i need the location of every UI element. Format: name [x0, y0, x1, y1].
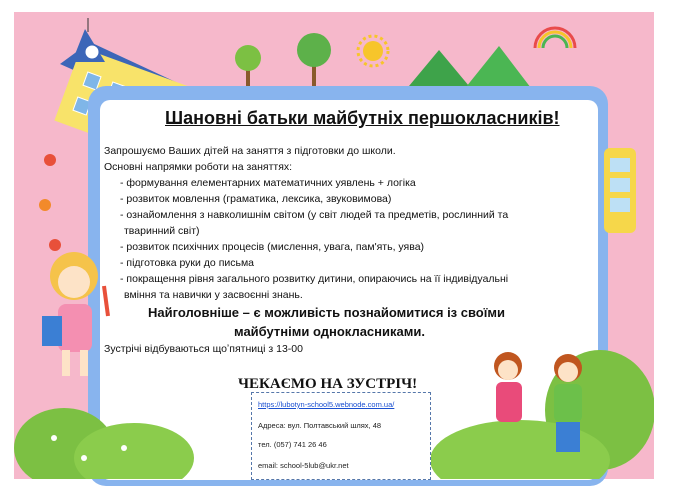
sun-icon [356, 34, 390, 68]
contact-box [251, 392, 431, 480]
rainbow-icon [530, 24, 580, 50]
website-link[interactable]: https://lubotyn-school5.webnode.com.ua/ [258, 400, 395, 409]
phone-text: тел. (057) 741 26 46 [258, 440, 327, 449]
bullet-item-continuation: вміння та навички у засвоєнні знань. [124, 289, 303, 301]
bus-illustration [600, 148, 640, 238]
schedule-text: Зустрічі відбуваються щоʼпятниці з 13-00 [104, 343, 303, 355]
bullet-item: - ознайомлення з навколишнім світом (у світ людей та предметів, рослинний та [120, 209, 509, 221]
girl-with-pencil-illustration [34, 246, 118, 386]
directions-heading: Основні напрямки роботи на заняттях: [104, 161, 293, 173]
bullet-item: - підготовка руки до письма [120, 257, 255, 269]
page-title: Шановні батьки майбутніх першокласників! [165, 108, 560, 128]
bullet-item [120, 193, 391, 205]
highlight-line-2: майбутніми однокласниками. [234, 324, 425, 339]
bullet-text: - розвиток мовлення (граматика, лексика, звуковимова) [120, 193, 392, 205]
address-text: Адреса: вул. Полтавський шлях, 48 [258, 421, 382, 430]
highlight-line-1: Найголовніше – є можливість познайомитися із своїми [148, 305, 506, 320]
green-bush-left-illustration [14, 388, 204, 479]
email-text: email: school-5lub@ukr.net [258, 461, 349, 470]
intro-text: Запрошуємо Ваших дітей на заняття з підготовки до школи. [104, 145, 396, 157]
closing-heading: ЧЕКАЄМО НА ЗУСТРІЧ! [238, 376, 418, 392]
bullet-item: - формування елементарних математичних уявлень + логіка [120, 177, 416, 189]
bullet-item: - розвиток психічних процесів (мислення, увага, пам'ять, уява) [120, 241, 425, 253]
bullet-item-continuation: тваринний світ) [124, 225, 200, 237]
mountains-illustration [404, 42, 534, 92]
running-children-illustration [468, 346, 618, 466]
bullet-item: - покращення рівня загального розвитку дитини, опираючись на її індивідуальні [120, 273, 509, 285]
